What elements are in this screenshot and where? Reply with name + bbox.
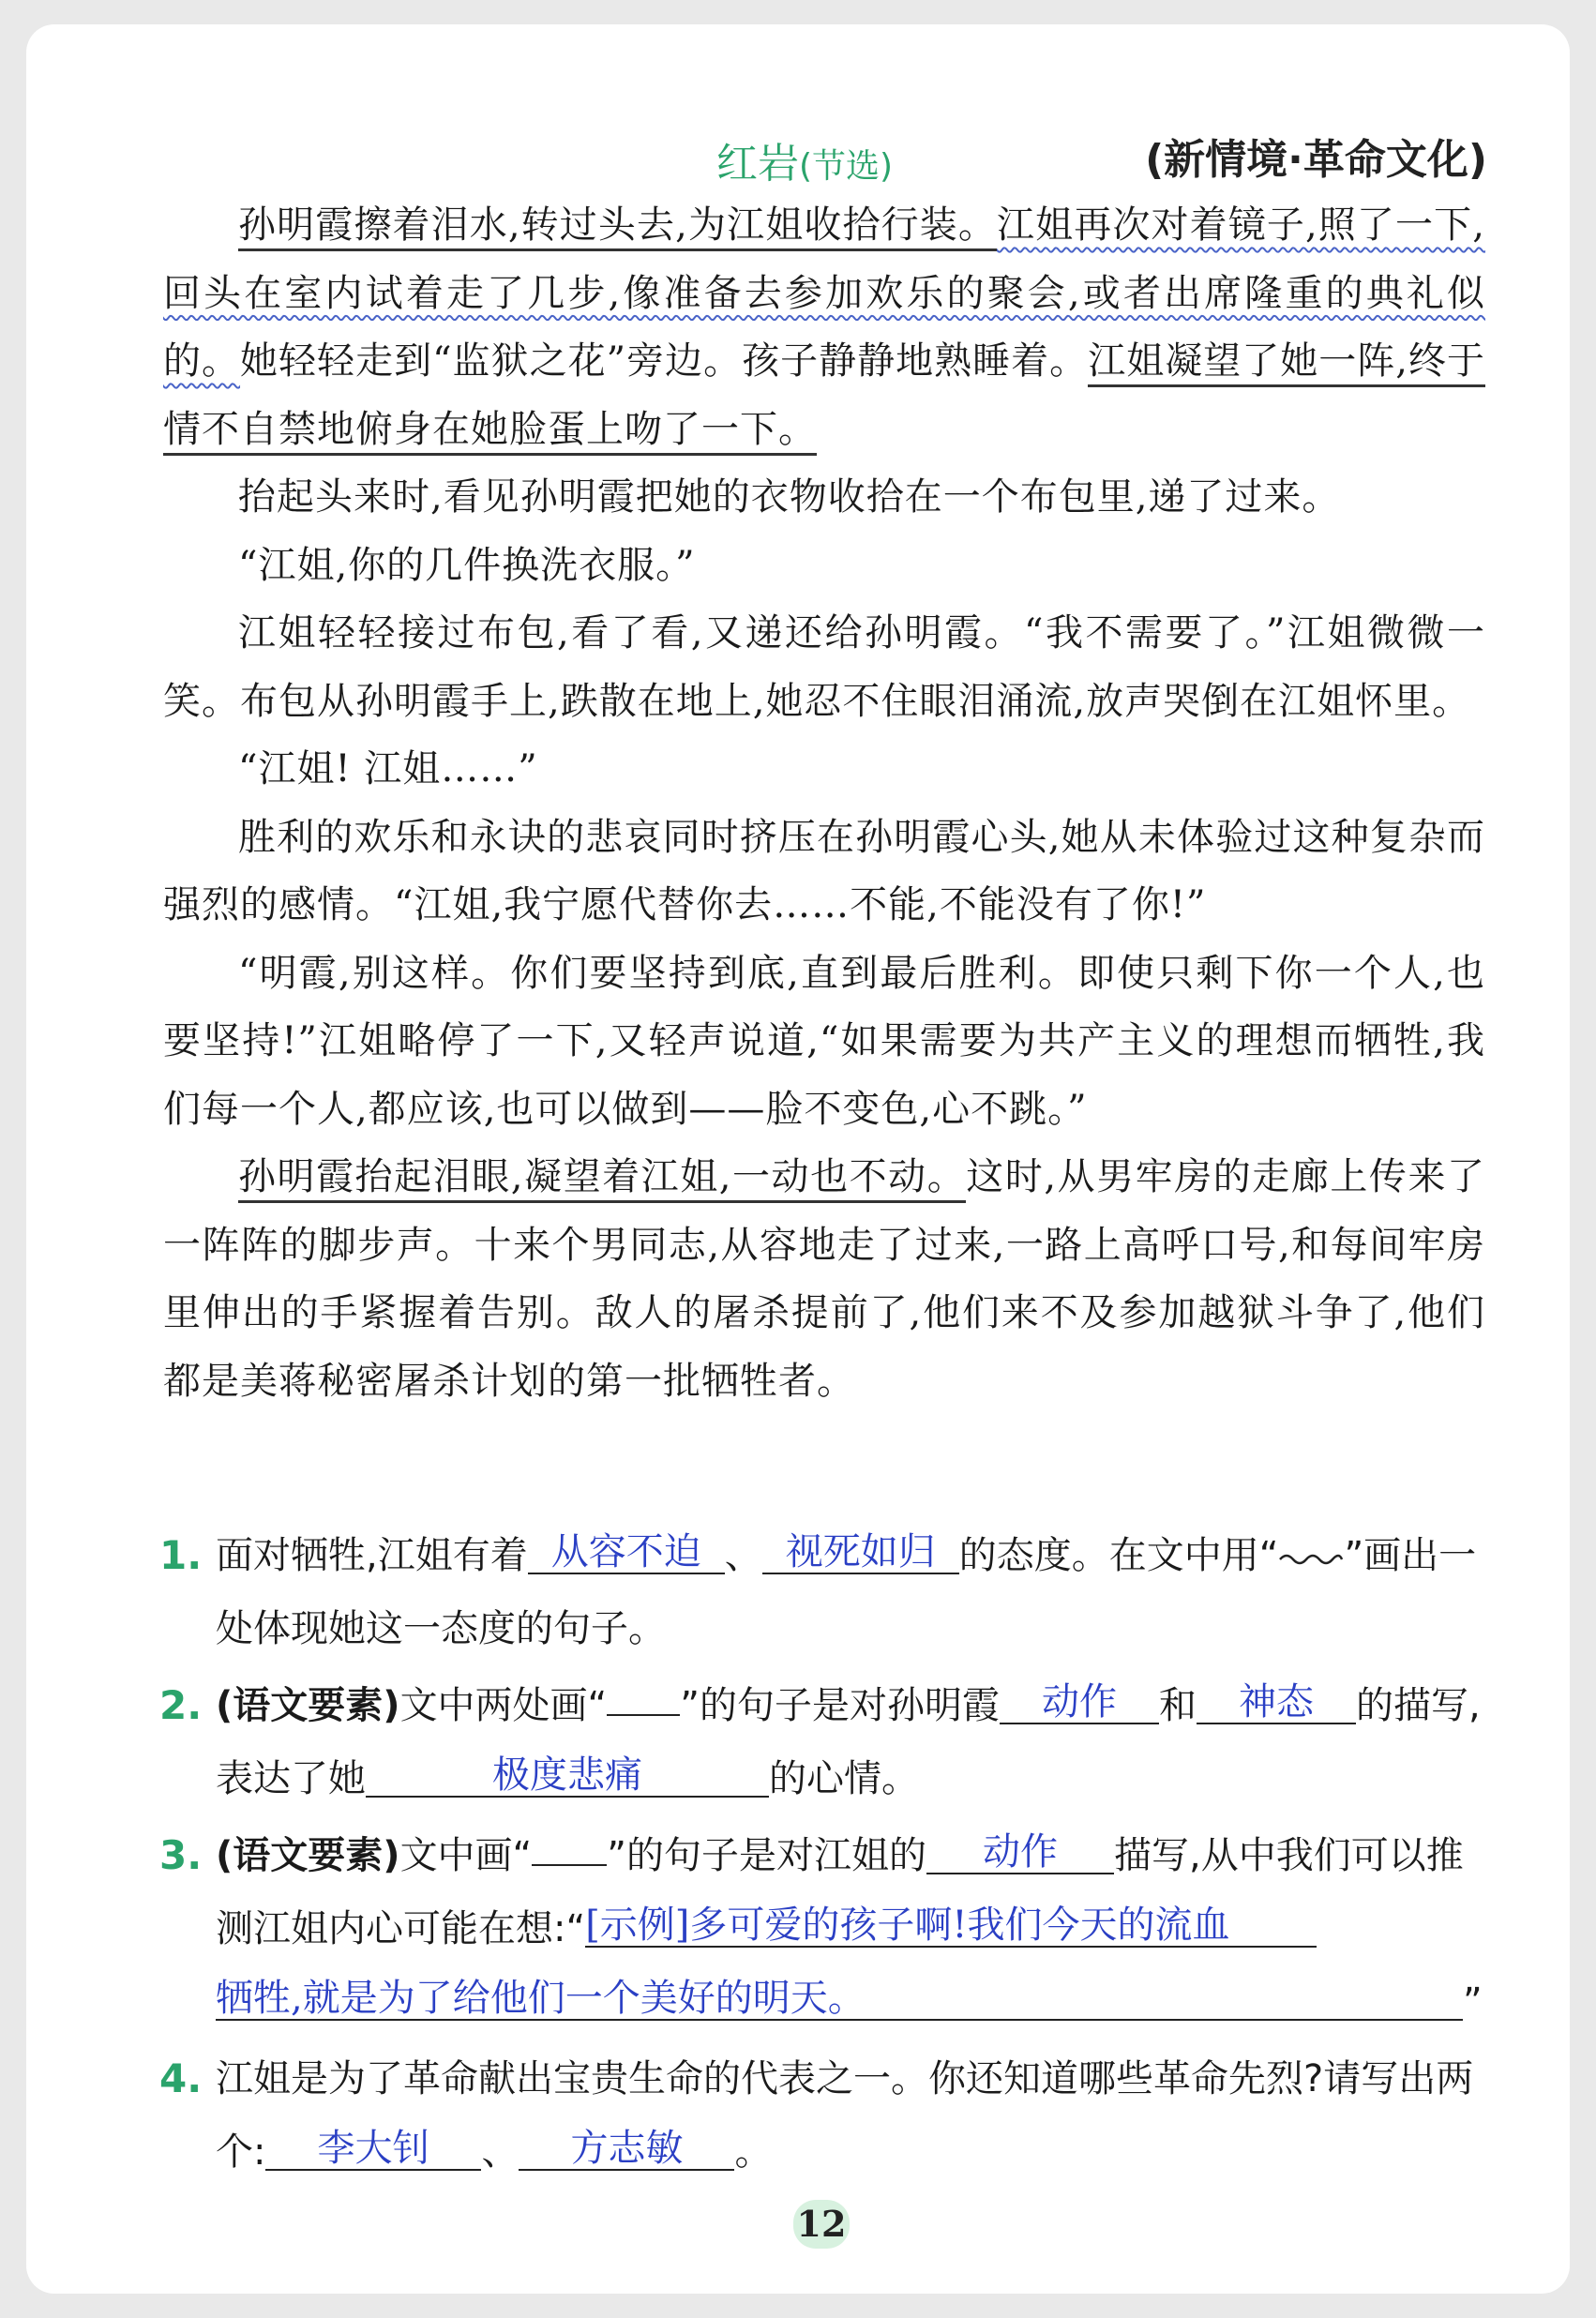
answer-blank[interactable]: 从容不迫 [528, 1531, 725, 1574]
question-number: 1. [159, 1532, 203, 1578]
paragraph-1 [163, 191, 1485, 463]
plain-sentence: 她轻轻走到“监狱之花”旁边。孩子静静地熟睡着。 [240, 339, 1089, 383]
paragraph-5: “江姐! 江姐……” [238, 747, 538, 790]
question-text: ”的句子是对江姐的 [607, 1834, 927, 1877]
question-text: 描写,从中我们可以推测江姐内心可能在想:“ [216, 1834, 1464, 1950]
straight-line-icon [607, 1714, 680, 1716]
page-number: 12 [793, 2200, 850, 2249]
underlined-sentence-straight: 孙明霞抬起泪眼,凝望着江姐,一动也不动。 [238, 1155, 966, 1203]
plain-sentence: 这时,从男牢房的走廊上传来了一阵阵的脚步声。十来个男同志,从容地走了过来,一路上高呼口号,和每间牢房里伸出的手紧握着告别。敌人的屠杀提前了,他们来不及参加越狱斗争了,他们都是美蒋秘密屠杀计划的第一批牺牲者。 [163, 1155, 1485, 1403]
question-text: 的态度。在文中用“ [958, 1534, 1279, 1577]
separator: 、 [724, 1534, 762, 1577]
paragraph-4: 江姐轻轻接过布包,看了看,又递还给孙明霞。“我不需要了。”江姐微微一笑。布包从孙明霞手上,跌散在地上,她忍不住眼泪涌流,放声哭倒在江姐怀里。 [163, 611, 1485, 723]
paragraph-8 [163, 1143, 1485, 1415]
paragraph-3: “江姐,你的几件换洗衣服。” [238, 543, 696, 587]
passage-body [163, 191, 1485, 1415]
question-1 [159, 1519, 1491, 1665]
underlined-sentence-wavy: 江姐再次对着镜子,照了一下,回头在室内试着走了几步,像准备去参加欢乐的聚会,或者出席隆重的典礼似的。 [163, 203, 1485, 383]
question-text: 江姐是为了革命献出宝贵生命的代表之一。你还知道哪些革命先烈?请写出两个: [216, 2057, 1474, 2174]
question-text: ” [1463, 1980, 1483, 2024]
answer-blank[interactable]: 李大钊 [265, 2128, 481, 2171]
question-number: 3. [159, 1832, 203, 1878]
question-number: 2. [159, 1682, 203, 1728]
question-number: 4. [159, 2055, 203, 2101]
question-text: 的心情。 [769, 1757, 919, 1800]
question-tag: (语文要素) [216, 1834, 400, 1877]
answer-blank[interactable]: 方志敏 [519, 2128, 734, 2171]
question-text: 文中两处画“ [399, 1684, 608, 1727]
answer-blank[interactable]: 动作 [926, 1831, 1114, 1874]
question-text: ”的句子是对孙明霞 [680, 1684, 1001, 1727]
passage-title-sub: (节选) [799, 147, 894, 186]
section-tag: (新情境·革命文化) [1145, 136, 1487, 184]
paragraph-2: 抬起头来时,看见孙明霞把她的衣物收拾在一个布包里,递了过来。 [238, 475, 1341, 519]
answer-line-1[interactable]: [示例]多可爱的孩子啊!我们今天的流血 [585, 1904, 1317, 1948]
question-text: 面对牺牲,江姐有着 [216, 1534, 528, 1577]
question-text: 的描写,表达了她 [216, 1684, 1481, 1800]
straight-line-icon [532, 1864, 607, 1866]
question-text: ”画出一处体现她这一态度的句子。 [216, 1534, 1477, 1650]
question-text: 和 [1159, 1684, 1197, 1727]
answer-blank[interactable]: 动作 [1000, 1681, 1159, 1724]
question-3 [159, 1819, 1491, 2039]
underlined-sentence-straight: 孙明霞擦着泪水,转过头去,为江姐收拾行装。 [238, 203, 997, 251]
question-2 [159, 1669, 1491, 1815]
answer-line-2[interactable]: 牺牲,就是为了给他们一个美好的明天。 [216, 1978, 1463, 2021]
answer-blank[interactable]: 视死如归 [762, 1531, 959, 1574]
question-4 [159, 2042, 1491, 2189]
paragraph-6: 胜利的欢乐和永诀的悲哀同时挤压在孙明霞心头,她从未体验过这种复杂而强烈的感情。“江姐,我宁愿代替你去……不能,不能没有了你!” [163, 815, 1485, 926]
underlined-sentence-straight: 江姐凝望了她一阵,终于情不自禁地俯身在她脸蛋上吻了一下。 [163, 339, 1485, 456]
paragraph-7: “明霞,别这样。你们要坚持到底,直到最后胜利。即使只剩下你一个人,也要坚持!”江姐略停了一下,又轻声说道,“如果需要为共产主义的理想而牺牲,我们每一个人,都应该,也可以做到——脸不变色,心不跳。” [163, 951, 1485, 1131]
answer-blank[interactable]: 神态 [1197, 1681, 1356, 1724]
wavy-line-icon [1278, 1548, 1344, 1567]
answer-blank[interactable]: 极度悲痛 [366, 1754, 769, 1798]
passage-title: 红岩(节选) [716, 140, 894, 188]
question-tag: (语文要素) [216, 1684, 400, 1727]
question-list [159, 1519, 1491, 2189]
question-text: 文中画“ [399, 1834, 533, 1877]
separator: 、 [481, 2130, 519, 2174]
question-text: 。 [734, 2130, 773, 2174]
